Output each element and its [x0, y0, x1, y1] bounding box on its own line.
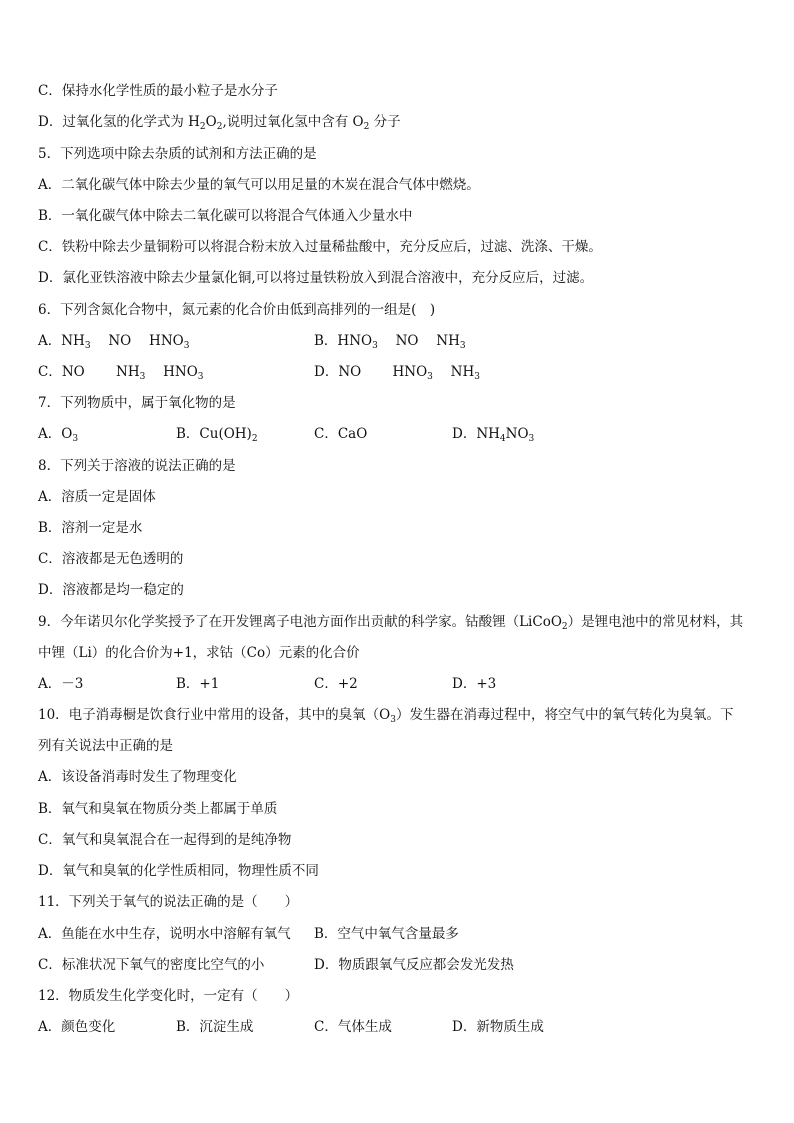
q4-option-d: D．过氧化氢的化学式为 $H_2O_2$,说明过氧化氢中含有 $O_2$ 分子	[38, 114, 401, 132]
q9-option-c: C．+2	[314, 676, 358, 692]
q10-option-c: C．氧气和臭氧混合在一起得到的是纯净物	[38, 832, 292, 848]
q10-option-d: D．氧气和臭氧的化学性质相同，物理性质不同	[38, 863, 319, 879]
q8-option-d: D．溶液都是均一稳定的	[38, 582, 184, 598]
q5-option-b: B．一氧化碳气体中除去二氧化碳可以将混合气体通入少量水中	[38, 208, 413, 224]
question-8-stem: 8．下列关于溶液的说法正确的是	[38, 458, 236, 474]
q5-option-c: C．铁粉中除去少量铜粉可以将混合粉末放入过量稀盐酸中，充分反应后，过滤、洗涤、干燥。	[38, 239, 602, 255]
q10-option-b: B．氧气和臭氧在物质分类上都属于单质	[38, 801, 278, 817]
q12-option-c: C．气体生成	[314, 1019, 392, 1035]
q8-option-c: C．溶液都是无色透明的	[38, 551, 184, 567]
q11-option-c: C．标准状况下氧气的密度比空气的小	[38, 957, 265, 973]
q12-option-d: D．新物质生成	[452, 1019, 544, 1035]
q6-option-c: C．NO $NH_3$ $HNO_3$	[38, 364, 204, 382]
q10-option-a: A．该设备消毒时发生了物理变化	[38, 769, 237, 785]
question-10-stem: 10．电子消毒橱是饮食行业中常用的设备，其中的臭氧$(O_3)$发生器在消毒过程中，将空气中的氧气转化为臭氧。下	[38, 707, 734, 725]
q9-option-d: D．+3	[452, 676, 497, 692]
q9-option-a: A．－3	[38, 676, 84, 692]
q11-option-d: D．物质跟氧气反应都会发光发热	[314, 957, 514, 973]
q6-option-b: B．$HNO_3$ NO $NH_3$	[314, 333, 466, 351]
q5-option-a: A．二氧化碳气体中除去少量的氧气可以用足量的木炭在混合气体中燃烧。	[38, 177, 480, 193]
question-7-stem: 7．下列物质中，属于氧化物的是	[38, 395, 236, 411]
q6-option-a: A．$NH_3$ NO $HNO_3$	[38, 333, 190, 351]
q8-option-b: B．溶剂一定是水	[38, 520, 143, 536]
q6-option-d: D．NO $HNO_3$ $NH_3$	[314, 364, 481, 382]
question-9-stem-continued: 中锂（Li）的化合价为+1，求钴（Co）元素的化合价	[38, 645, 360, 661]
q12-option-a: A．颜色变化	[38, 1019, 116, 1035]
question-10-stem-continued: 列有关说法中正确的是	[38, 738, 173, 754]
q9-option-b: B．+1	[176, 676, 220, 692]
q5-option-d: D．氯化亚铁溶液中除去少量氯化铜,可以将过量铁粉放入到混合溶液中，充分反应后，过滤。	[38, 270, 594, 286]
question-6-stem: 6．下列含氮化合物中，氮元素的化合价由低到高排列的一组是( )	[38, 302, 436, 318]
q11-option-b: B．空气中氧气含量最多	[314, 926, 459, 942]
q11-option-a: A．鱼能在水中生存，说明水中溶解有氧气	[38, 926, 291, 942]
question-9-stem: 9．今年诺贝尔化学奖授予了在开发锂离子电池方面作出贡献的科学家。钴酸锂（LiCoO$_2$）是锂电池中的常见材料，其	[38, 614, 744, 632]
q4-option-c: C．保持水化学性质的最小粒子是水分子	[38, 83, 278, 99]
q7-option-a: A．$O_3$	[38, 426, 79, 444]
q7-option-d: D．$NH_4NO_3$	[452, 426, 535, 444]
q12-option-b: B．沉淀生成	[176, 1019, 254, 1035]
question-11-stem: 11．下列关于氧气的说法正确的是（ ）	[38, 894, 299, 910]
q8-option-a: A．溶质一定是固体	[38, 489, 156, 505]
q7-option-b: B．$Cu(OH)_2$	[176, 426, 258, 444]
question-5-stem: 5．下列选项中除去杂质的试剂和方法正确的是	[38, 146, 317, 162]
q7-option-c: C．CaO	[314, 426, 368, 442]
question-12-stem: 12．物质发生化学变化时，一定有（ ）	[38, 988, 299, 1004]
